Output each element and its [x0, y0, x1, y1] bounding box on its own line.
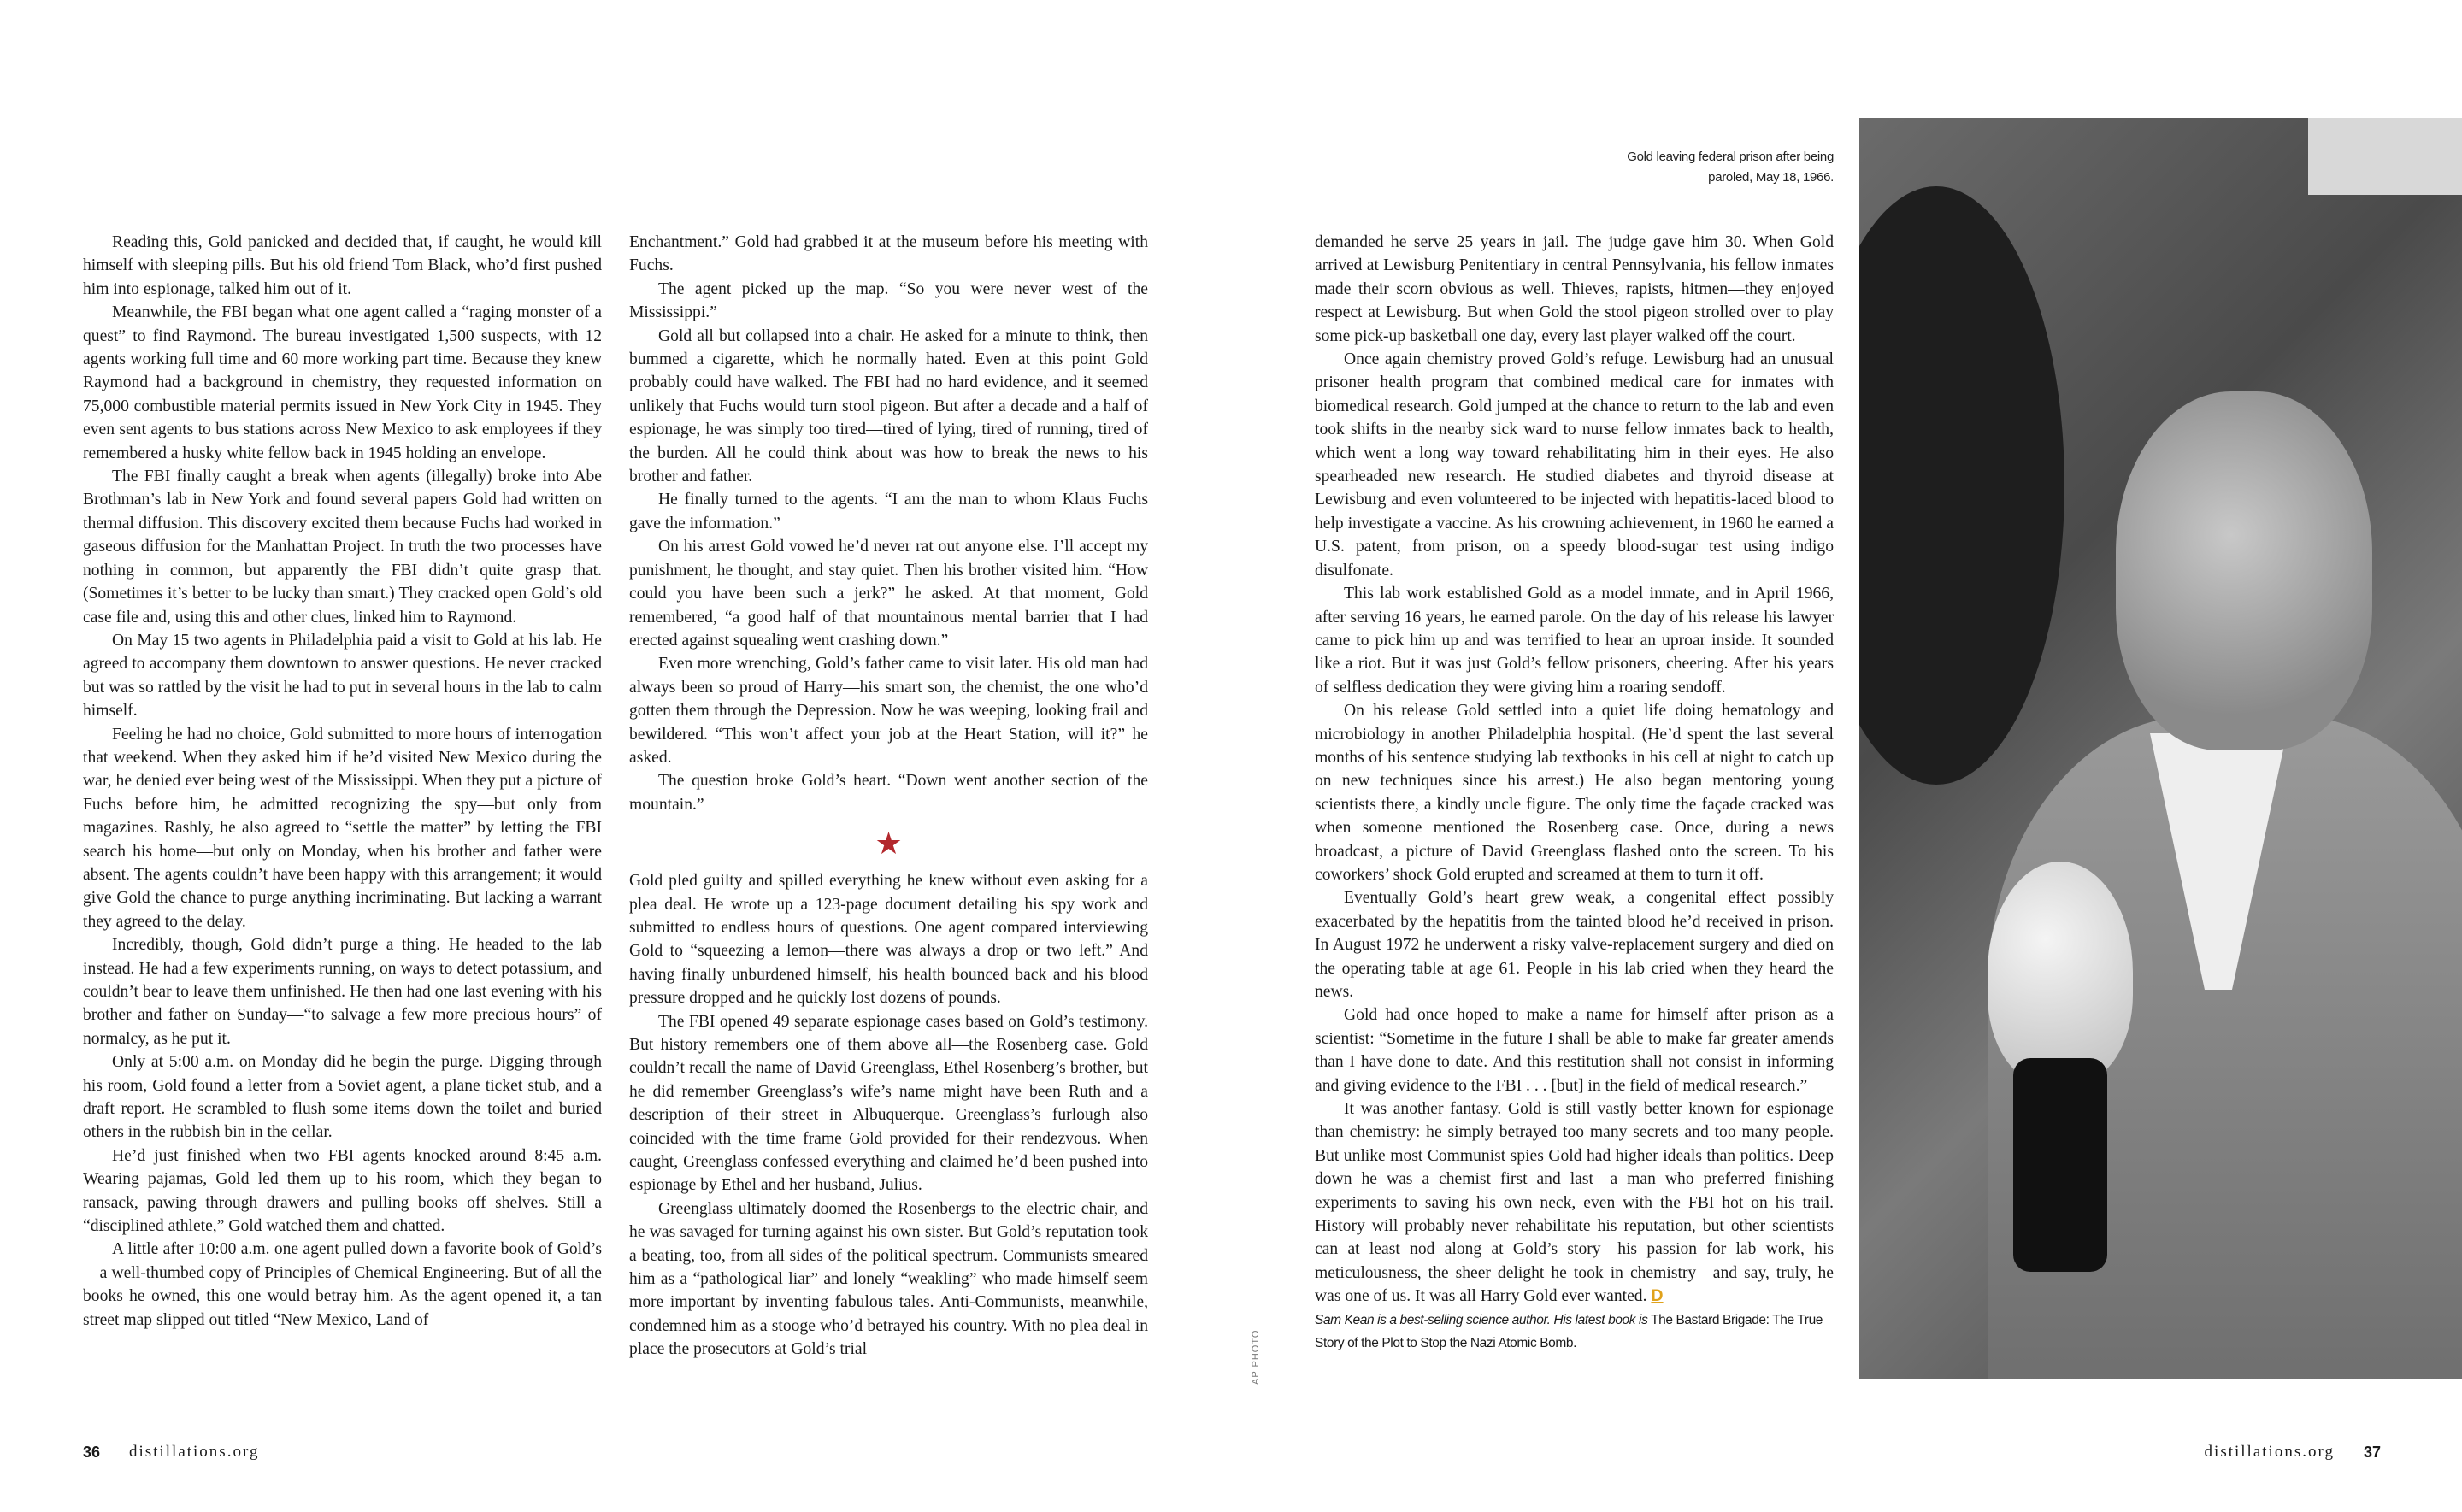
bio-text: Sam Kean is a best-selling science author. His latest book is — [1315, 1312, 1648, 1327]
paragraph: On his release Gold settled into a quiet life doing hematology and microbiology in another Philadelphia hospital. (He’d spent the last several months of his sentence studying lab textbooks in his cell at night to catch up on new techniques since his arrest.) He also began mentoring young scientists there, a kindly uncle figure. The only time the façade cracked was when someone mentioned the Rosenberg case. Once, during a news broadcast, a picture of David Greenglass flashed onto the screen. To his coworkers’ shock Gold erupted and screamed at them to turn it off. — [1315, 702, 1834, 884]
paragraph: The FBI finally caught a break when agents (illegally) broke into Abe Brothman’s lab in New York and found several papers Gold had written on thermal diffusion. This discovery excited them because Fuchs had worked in gaseous diffusion for the Manhattan Project. In truth the two processes have nothing in common, but apparently the FBI didn’t quite grasp that. (Sometimes it’s better to be lucky than smart.) They cracked open Gold’s old case file and, using this and other clues, linked him to Raymond. — [83, 468, 602, 627]
end-mark-icon: D — [1651, 1286, 1664, 1306]
paragraph: This lab work established Gold as a model inmate, and in April 1966, after serving 16 years, he earned parole. On the day of his release his lawyer came to pick him up and was terrified to hear an uproar inside. It sounded like a riot. But it was just Gold’s fellow prisoners, cheering. After his years of selfless dedication they were giving him a roaring sendoff. — [1315, 585, 1834, 697]
paragraph: Only at 5:00 a.m. on Monday did he begin the purge. Digging through his room, Gold found a letter from a Soviet agent, a plane ticket stub, and a draft report. He scrambled to flush some items down the toilet and buried others in the rubbish bin in the cellar. — [83, 1053, 602, 1142]
site-link[interactable]: distillations.org — [129, 1443, 260, 1461]
column-1 — [83, 231, 602, 1332]
paragraph: Even more wrenching, Gold’s father came to visit later. His old man had always been so proud of Harry—his smart son, the chemist, the one who’d gotten them through the Depression. Now he was weeping, looking frail and bewildered. “This won’t affect your job at the Heart Station, will it?” he asked. — [629, 655, 1148, 767]
microphone-handle — [2013, 1058, 2107, 1272]
site-link[interactable]: distillations.org — [2204, 1443, 2335, 1461]
paragraph: Gold pled guilty and spilled everything he knew without even asking for a plea deal. He wrote up a 123-page document detailing his spy work and submitted to endless hours of questions. One agent compared interviewing Gold to “squeezing a lemon—there was always a drop or two left.” And having finally unburdened himself, his health bounced back and his blood pressure dropped and he quickly lost dozens of pounds. — [629, 872, 1148, 1008]
paragraph: The question broke Gold’s heart. “Down went another section of the mountain.” — [629, 772, 1148, 814]
photo-caption: Gold leaving federal prison after being paroled, May 18, 1966. — [1627, 150, 1834, 185]
column-2 — [629, 231, 1148, 1362]
section-break-star-icon: ★ — [875, 827, 903, 862]
column-3 — [1315, 231, 1834, 1355]
paragraph: The agent picked up the map. “So you were never west of the Mississippi.” — [629, 279, 1148, 322]
paragraph: Enchantment.” Gold had grabbed it at the museum before his meeting with Fuchs. — [629, 233, 1148, 275]
paragraph: A little after 10:00 a.m. one agent pulled down a favorite book of Gold’s—a well-thumbed copy of Principles of Chemical Engineering. But of all the books he owned, this one would betray him. As the agent opened it, a tan street map slipped out titled “New Mexico, Land of — [83, 1240, 602, 1329]
paragraph: Meanwhile, the FBI began what one agent called a “raging monster of a quest” to find Raymond. The bureau investigated 1,500 suspects, with 12 agents working full time and 60 more working part time. Because they knew Raymond had a background in chemistry, they requested information on 75,000 combustible material permits issued in New York City in 1945. They even sent agents to bus stations across New Mexico to ask employees if they remembered a husky white fellow back in 1945 holding an envelope. — [83, 303, 602, 462]
paragraph: He’d just finished when two FBI agents knocked around 8:45 a.m. Wearing pajamas, Gold led them up to his room, which they began to ransack, pawing through drawers and pulling books off shelves. Still a “disciplined athlete,” Gold watched them and chatted. — [83, 1146, 602, 1236]
paragraph: It was another fantasy. Gold is still vastly better known for espionage than chemistry: he simply betrayed too many secrets and too many people. But unlike most Communist spies Gold had higher ideals than politics. Deep down he was a chemist first and last—a man who preferred finishing experiments to saving his own neck, even with the FBI hot on his trail. History will probably never rehabilitate his reputation, but other scientists can at least nod along at Gold’s story—his passion for lab work, his meticulousness, the sheer delight he took in chemistry—and say, truly, he was one of us. It was all Harry Gold ever wanted. D — [1315, 1100, 1834, 1306]
paragraph: He finally turned to the agents. “I am the man to whom Klaus Fuchs gave the information.” — [629, 491, 1148, 532]
page-number: 37 — [2363, 1443, 2381, 1461]
paragraph: demanded he serve 25 years in jail. The judge gave him 30. When Gold arrived at Lewisburg Penitentiary in central Pennsylvania, his fellow inmates made their scorn obvious as well. Thieves, rapists, hitmen—they enjoyed respect at Lewisburg. But when Gold the stool pigeon strolled over to play some pick-up basketball one day, every last player walked off the court. — [1315, 233, 1834, 345]
paragraph: Reading this, Gold panicked and decided that, if caught, he would kill himself with sleeping pills. But his old friend Tom Black, who’d first pushed him into espionage, talked him out of it. — [83, 233, 602, 298]
photo-harry-gold — [1859, 118, 2462, 1379]
paragraph: The FBI opened 49 separate espionage cases based on Gold’s testimony. But history remembers one of them above all—the Rosenberg case. Gold couldn’t recall the name of David Greenglass, Ethel Rosenberg’s brother, but he did remember Greenglass’s wife’s name might have been Ruth and a description of their street in Albuquerque. Greenglass’s furlough also coincided with the time frame Gold provided for their rendezvous. When caught, Greenglass confessed everything and claimed he’d been pushed into espionage by Ethel and her husband, Julius. — [629, 1012, 1148, 1195]
paragraph: Gold all but collapsed into a chair. He asked for a minute to think, then bummed a cigarette, which he normally hated. Even at this point Gold probably could have walked. The FBI had no hard evidence, and it seemed unlikely that Fuchs would turn stool pigeon. But after a decade and a half of espionage, he was simply too tired—tired of lying, tired of running, tired of the burden. All he could think about was how to break the news to his brother and father. — [629, 327, 1148, 486]
folio-left — [83, 1443, 259, 1462]
paragraph: On May 15 two agents in Philadelphia paid a visit to Gold at his lab. He agreed to accompany them downtown to answer questions. He never cracked but was so rattled by the visit he had to put in several hours in the lab to calm himself. — [83, 631, 602, 721]
paragraph: Greenglass ultimately doomed the Rosenbergs to the electric chair, and he was savaged for turning against his own sister. But Gold’s reputation took a beating, too, from all sides of the political spectrum. Communists smeared him as a “pathological liar” and lonely “weakling” who made himself seem more important by inventing fabulous tales. Anti-Communists, meanwhile, condemned him as a stooge who’d betrayed his country. With no plea deal in place the prosecutors at Gold’s trial — [629, 1199, 1148, 1359]
paragraph: Eventually Gold’s heart grew weak, a congenital effect possibly exacerbated by the hepatitis from the tainted blood he’d received in prison. In August 1972 he underwent a risky valve-replacement surgery and died on the operating table at age 61. People in his lab cried when they heard the news. — [1315, 889, 1834, 1001]
photo-credit: AP PHOTO — [1251, 1329, 1261, 1385]
folio-right — [2205, 1443, 2381, 1462]
paragraph: On his arrest Gold vowed he’d never rat out anyone else. I’ll accept my punishment, he thought, and stay quiet. Then his brother visited him. “How could you have been such a jerk?” he asked. At that moment, Gold remembered, “a good half of that mountainous mental barrier that I had erected against squealing went crashing down.” — [629, 538, 1148, 650]
paragraph: Gold had once hoped to make a name for himself after prison as a scientist: “Sometime in the future I shall be able to make far greater amends than I have done to date. And this restitution shall not consist in informing and giving evidence to the FBI . . . [but] in the field of medical research.” — [1315, 1006, 1834, 1095]
photo-reporter-head — [1859, 186, 2064, 785]
paragraph: Once again chemistry proved Gold’s refuge. Lewisburg had an unusual prisoner health program that combined medical care for inmates with biomedical research. Gold jumped at the chance to return to the lab and even took shifts in the nearby sick ward to nurse fellow inmates back to health, which went a long way toward rehabilitating him in their eyes. He also spearheaded new research. He studied diabetes and thyroid disease at Lewisburg and even volunteered to be injected with hepatitis-laced blood to help investigate a vaccine. As his crowning achievement, in 1960 he earned a U.S. patent, from prison, on a speedy blood-sugar test using indigo disulfonate. — [1315, 350, 1834, 580]
paragraph: Incredibly, though, Gold didn’t purge a thing. He headed to the lab instead. He had a few experiments running, on ways to detect potassium, and couldn’t bear to leave them unfinished. He then had one last evening with his brother and father on Sunday—“to salvage a few more precious hours” of normalcy, as he put it. — [83, 936, 602, 1048]
paragraph: Feeling he had no choice, Gold submitted to more hours of interrogation that weekend. When they asked him if he’d visited New Mexico during the war, he denied ever being west of the Mississippi. When they put a picture of Fuchs before him, he admitted recognizing the spy—but only from magazines. Rashly, he also agreed to “settle the matter” by letting the FBI search his home—but only on Monday, when his brother and father were absent. The agents couldn’t have been happy with this arrangement; it would give Gold the chance to purge anything incriminating. But lacking a warrant they agreed to the delay. — [83, 725, 602, 931]
page-number: 36 — [83, 1443, 101, 1461]
photo-sky — [2308, 118, 2462, 195]
photo-face — [2116, 391, 2372, 750]
microphone-icon — [1988, 862, 2133, 1084]
author-bio — [1315, 1309, 1834, 1355]
book-title: The Bastard Brigade: The True Story of the Plot to Stop the Nazi Atomic Bomb. — [1315, 1312, 1823, 1350]
